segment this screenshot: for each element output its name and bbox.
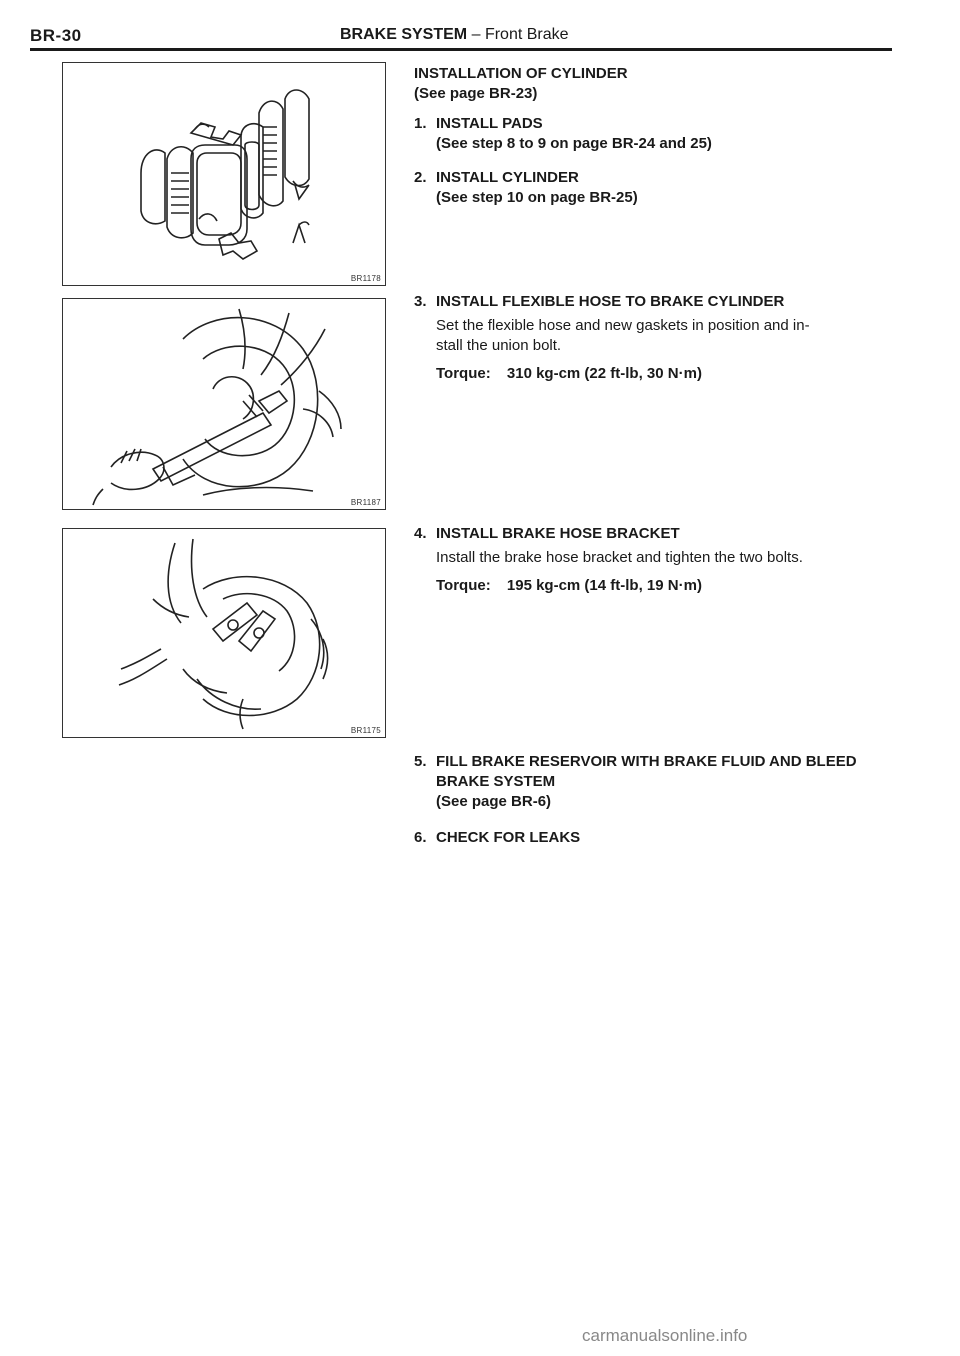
step-title: FILL BRAKE RESERVOIR WITH BRAKE FLUID AND BLEED [436, 753, 857, 770]
page-number: BR-30 [30, 26, 82, 45]
subsection-title: Front Brake [484, 26, 569, 43]
page-title [340, 26, 569, 44]
figure-label: BR1187 [350, 498, 381, 507]
step-fill-and-bleed [414, 752, 914, 816]
step-number: 3. [414, 293, 427, 310]
section-title: BRAKE SYSTEM [340, 26, 468, 43]
step-install-pads [414, 114, 914, 158]
step-title: CHECK FOR LEAKS [436, 829, 581, 846]
torque-label: Torque: [436, 365, 491, 382]
step-title: INSTALL PADS [436, 115, 543, 132]
step-ref: (See page BR-6) [436, 793, 552, 810]
step-number: 1. [414, 115, 427, 132]
torque-label: Torque: [436, 577, 491, 594]
header-rule [30, 48, 892, 51]
step-title: INSTALL BRAKE HOSE BRACKET [436, 525, 680, 542]
page-header [30, 22, 892, 52]
step-ref: (See step 10 on page BR-25) [436, 189, 638, 206]
step-number: 5. [414, 753, 427, 770]
figure-hose-bracket [62, 528, 386, 738]
step-number: 2. [414, 169, 427, 186]
step-install-flexible-hose [414, 292, 914, 392]
step-body: Install the brake hose bracket and tighten the two bolts. [436, 549, 803, 566]
step-number: 4. [414, 525, 427, 542]
watermark: carmanualsonline.info [582, 1326, 748, 1345]
torque-value: 310 kg-cm (22 ft-lb, 30 N·m) [506, 365, 702, 382]
step-install-hose-bracket [414, 524, 914, 604]
step-ref: (See step 8 to 9 on page BR-24 and 25) [436, 135, 712, 152]
figure-label: BR1178 [350, 274, 381, 283]
hose-bracket-illustration [63, 529, 385, 737]
figure-pads-exploded [62, 62, 386, 286]
title-separator: – [471, 26, 481, 43]
step-check-leaks [414, 828, 914, 852]
section-heading: INSTALLATION OF CYLINDER [414, 65, 628, 82]
step-title-cont: BRAKE SYSTEM [436, 773, 556, 790]
figure-flexible-hose [62, 298, 386, 510]
step-number: 6. [414, 829, 427, 846]
step-install-cylinder [414, 168, 914, 212]
torque-value: 195 kg-cm (14 ft-lb, 19 N·m) [506, 577, 702, 594]
step-body: Set the flexible hose and new gaskets in position and in- [436, 317, 810, 334]
torque-spec [436, 364, 914, 384]
flexible-hose-illustration [63, 299, 385, 509]
section-heading-ref: (See page BR-23) [414, 85, 538, 102]
step-title: INSTALL CYLINDER [436, 169, 579, 186]
pads-exploded-illustration [63, 63, 385, 285]
procedure-text [414, 64, 914, 104]
figure-label: BR1175 [350, 726, 381, 735]
step-body-cont: stall the union bolt. [436, 337, 562, 354]
step-title: INSTALL FLEXIBLE HOSE TO BRAKE CYLINDER [436, 293, 785, 310]
torque-spec [436, 576, 914, 596]
